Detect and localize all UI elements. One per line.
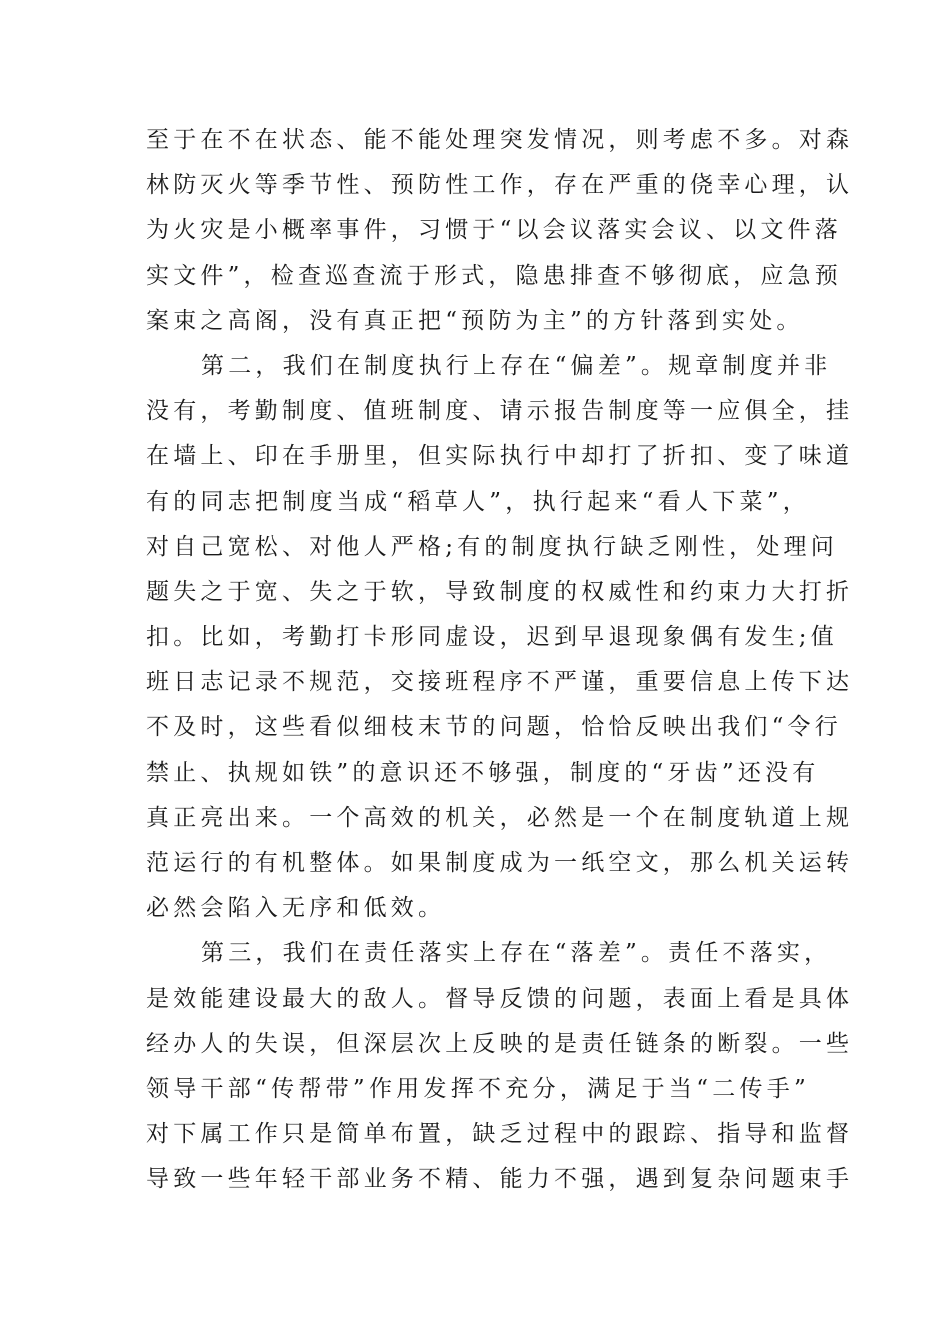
text-line: 扣。比如，考勤打卡形同虚设，迟到早退现象偶有发生;值 [146,624,838,651]
paragraph-second-point [146,344,854,931]
text-line: 对自己宽松、对他人严格;有的制度执行缺乏刚性，处理问 [146,533,838,560]
text-line: 是效能建设最大的敌人。督导反馈的问题，表面上看是具体 [146,985,854,1012]
text-line: 为火灾是小概率事件，习惯于“以会议落实会议、以文件落 [146,217,842,244]
text-line: 必然会陷入无序和低效。 [146,895,446,922]
text-line: 班日志记录不规范，交接班程序不严谨，重要信息上传下达 [146,669,854,696]
text-line: 领导干部“传帮带”作用发挥不充分，满足于当“二传手” [146,1075,810,1102]
text-line-indented: 第二，我们在制度执行上存在“偏差”。规章制度并非 [201,352,832,379]
text-line: 有的同志把制度当成“稻草人”，执行起来“看人下菜”， [146,488,810,515]
text-line: 经办人的失误，但深层次上反映的是责任链条的断裂。一些 [146,1030,854,1057]
text-line: 案束之高阁，没有真正把“预防为主”的方针落到实处。 [146,307,804,334]
text-line: 实文件”，检查巡查流于形式，隐患排查不够彻底，应急预 [146,262,842,289]
text-line: 题失之于宽、失之于软，导致制度的权威性和约束力大打折 [146,578,854,605]
text-line: 在墙上、印在手册里，但实际执行中却打了折扣、变了味道 [146,443,854,470]
paragraph-third-point [146,931,854,1202]
document-body [146,118,854,1203]
text-line: 林防灭火等季节性、预防性工作，存在严重的侥幸心理，认 [146,172,854,199]
text-line: 导致一些年轻干部业务不精、能力不强，遇到复杂问题束手 [146,1166,854,1193]
text-line: 至于在不在状态、能不能处理突发情况，则考虑不多。对森 [146,127,854,153]
text-line: 范运行的有机整体。如果制度成为一纸空文，那么机关运转 [146,850,854,876]
text-line-indented: 第三，我们在责任落实上存在“落差”。责任不落实， [201,940,832,967]
text-line: 真正亮出来。一个高效的机关，必然是一个在制度轨道上规 [146,804,854,831]
text-line: 不及时，这些看似细枝末节的问题，恰恰反映出我们“令行 [146,714,842,741]
paragraph-continuation [146,118,854,344]
text-line: 对下属工作只是简单布置，缺乏过程中的跟踪、指导和监督 [146,1121,854,1148]
text-line: 没有，考勤制度、值班制度、请示报告制度等一应俱全，挂 [146,398,854,425]
text-line: 禁止、执规如铁”的意识还不够强，制度的“牙齿”还没有 [146,759,820,786]
